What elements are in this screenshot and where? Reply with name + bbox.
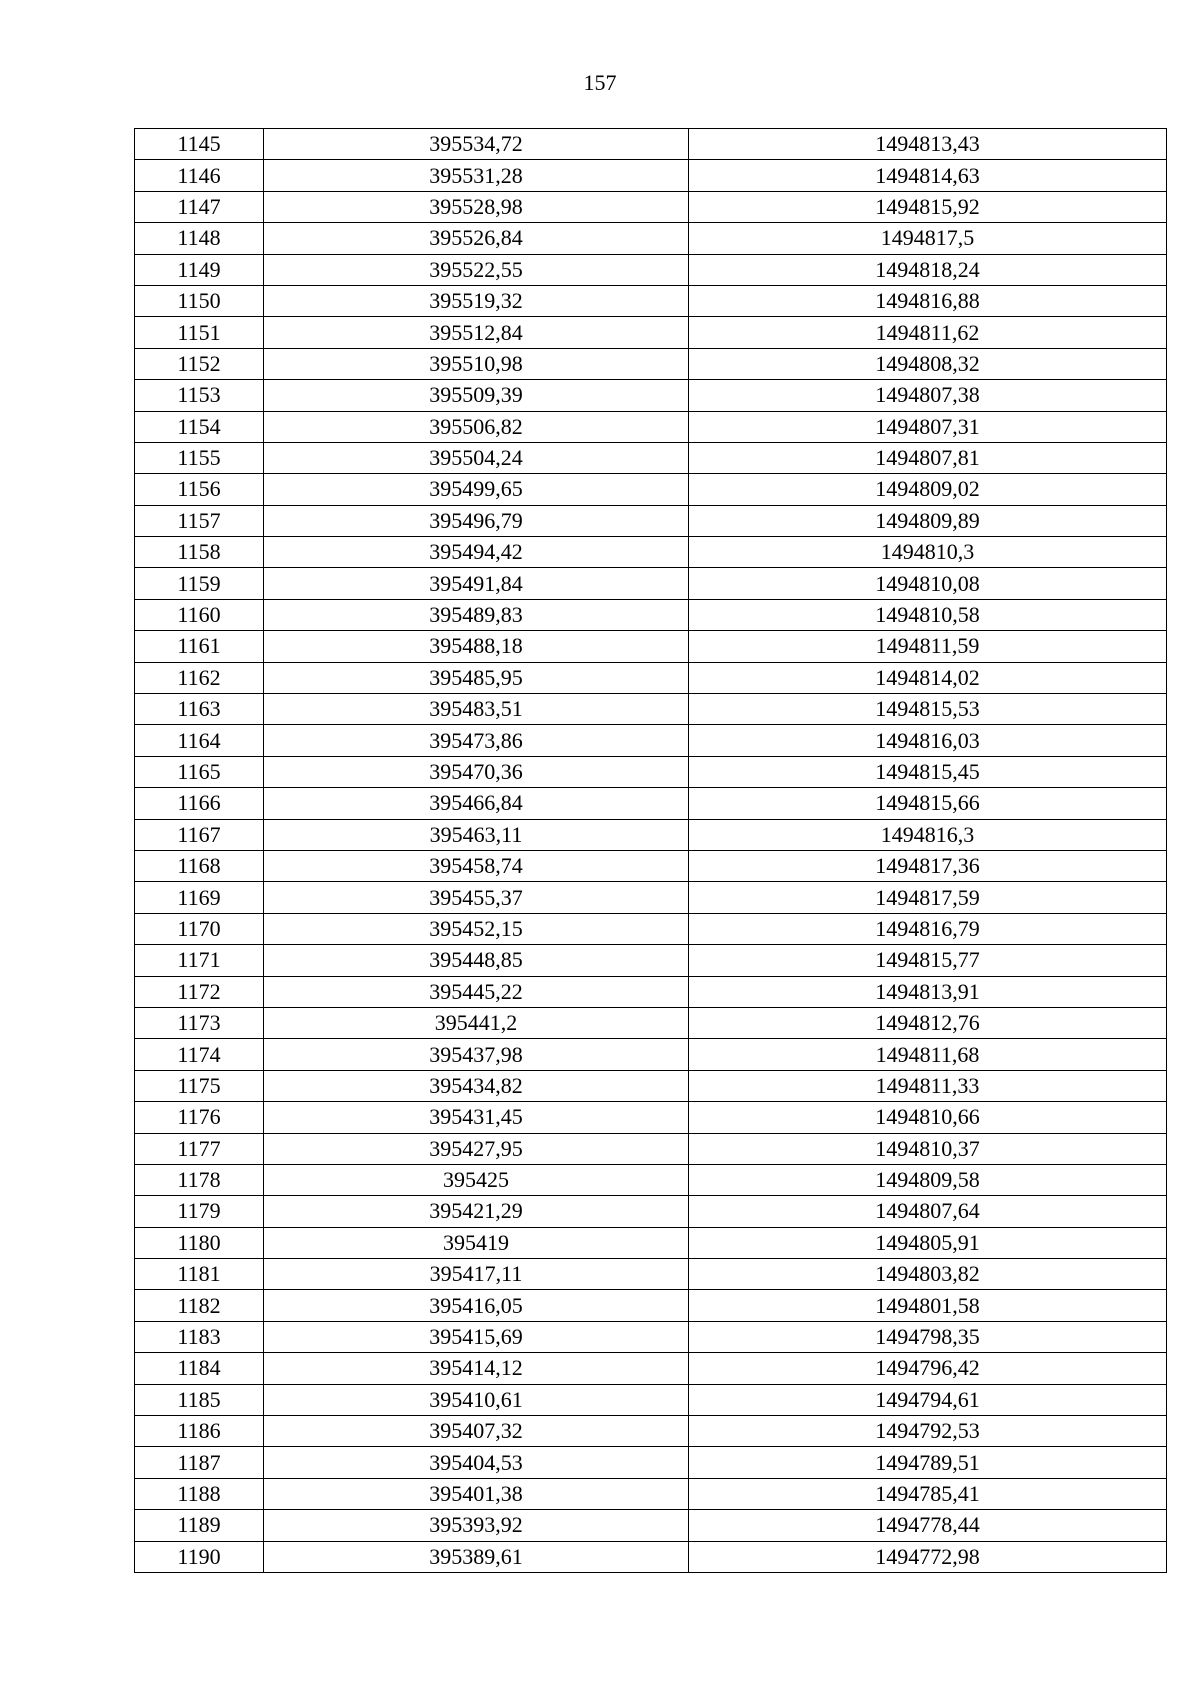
point-number-cell: 1170 <box>135 913 264 944</box>
point-number-cell: 1167 <box>135 819 264 850</box>
table-row <box>135 1102 1167 1133</box>
x-coordinate-cell: 395494,42 <box>264 537 689 568</box>
y-coordinate-cell: 1494814,63 <box>689 160 1167 191</box>
x-coordinate-cell: 395510,98 <box>264 348 689 379</box>
x-coordinate-cell: 395519,32 <box>264 285 689 316</box>
x-coordinate-cell: 395522,55 <box>264 254 689 285</box>
table-row <box>135 1290 1167 1321</box>
point-number-cell: 1152 <box>135 348 264 379</box>
point-number-cell: 1179 <box>135 1196 264 1227</box>
x-coordinate-cell: 395512,84 <box>264 317 689 348</box>
table-row <box>135 568 1167 599</box>
x-coordinate-cell: 395437,98 <box>264 1039 689 1070</box>
table-row <box>135 1007 1167 1038</box>
x-coordinate-cell: 395452,15 <box>264 913 689 944</box>
point-number-cell: 1164 <box>135 725 264 756</box>
y-coordinate-cell: 1494815,45 <box>689 756 1167 787</box>
point-number-cell: 1145 <box>135 129 264 160</box>
y-coordinate-cell: 1494810,37 <box>689 1133 1167 1164</box>
x-coordinate-cell: 395458,74 <box>264 850 689 881</box>
y-coordinate-cell: 1494817,5 <box>689 223 1167 254</box>
y-coordinate-cell: 1494785,41 <box>689 1478 1167 1509</box>
x-coordinate-cell: 395417,11 <box>264 1259 689 1290</box>
table-row <box>135 756 1167 787</box>
y-coordinate-cell: 1494813,43 <box>689 129 1167 160</box>
x-coordinate-cell: 395407,32 <box>264 1416 689 1447</box>
y-coordinate-cell: 1494809,89 <box>689 505 1167 536</box>
table-row <box>135 945 1167 976</box>
y-coordinate-cell: 1494789,51 <box>689 1447 1167 1478</box>
point-number-cell: 1171 <box>135 945 264 976</box>
point-number-cell: 1190 <box>135 1541 264 1572</box>
point-number-cell: 1148 <box>135 223 264 254</box>
point-number-cell: 1183 <box>135 1321 264 1352</box>
table-row <box>135 1321 1167 1352</box>
point-number-cell: 1177 <box>135 1133 264 1164</box>
point-number-cell: 1165 <box>135 756 264 787</box>
y-coordinate-cell: 1494817,36 <box>689 850 1167 881</box>
y-coordinate-cell: 1494803,82 <box>689 1259 1167 1290</box>
point-number-cell: 1150 <box>135 285 264 316</box>
table-row <box>135 913 1167 944</box>
x-coordinate-cell: 395427,95 <box>264 1133 689 1164</box>
x-coordinate-cell: 395488,18 <box>264 631 689 662</box>
x-coordinate-cell: 395526,84 <box>264 223 689 254</box>
table-row <box>135 129 1167 160</box>
table-row <box>135 788 1167 819</box>
y-coordinate-cell: 1494809,02 <box>689 474 1167 505</box>
y-coordinate-cell: 1494796,42 <box>689 1353 1167 1384</box>
table-row <box>135 976 1167 1007</box>
table-row <box>135 348 1167 379</box>
y-coordinate-cell: 1494815,66 <box>689 788 1167 819</box>
point-number-cell: 1151 <box>135 317 264 348</box>
x-coordinate-cell: 395415,69 <box>264 1321 689 1352</box>
x-coordinate-cell: 395416,05 <box>264 1290 689 1321</box>
point-number-cell: 1163 <box>135 694 264 725</box>
point-number-cell: 1186 <box>135 1416 264 1447</box>
point-number-cell: 1158 <box>135 537 264 568</box>
x-coordinate-cell: 395483,51 <box>264 694 689 725</box>
point-number-cell: 1162 <box>135 662 264 693</box>
point-number-cell: 1185 <box>135 1384 264 1415</box>
y-coordinate-cell: 1494792,53 <box>689 1416 1167 1447</box>
y-coordinate-cell: 1494772,98 <box>689 1541 1167 1572</box>
point-number-cell: 1184 <box>135 1353 264 1384</box>
table-row <box>135 1447 1167 1478</box>
x-coordinate-cell: 395421,29 <box>264 1196 689 1227</box>
point-number-cell: 1157 <box>135 505 264 536</box>
x-coordinate-cell: 395389,61 <box>264 1541 689 1572</box>
table-row <box>135 1227 1167 1258</box>
y-coordinate-cell: 1494801,58 <box>689 1290 1167 1321</box>
x-coordinate-cell: 395528,98 <box>264 191 689 222</box>
table-row <box>135 1384 1167 1415</box>
point-number-cell: 1180 <box>135 1227 264 1258</box>
table-row <box>135 882 1167 913</box>
point-number-cell: 1189 <box>135 1510 264 1541</box>
x-coordinate-cell: 395434,82 <box>264 1070 689 1101</box>
y-coordinate-cell: 1494816,88 <box>689 285 1167 316</box>
table-row <box>135 1196 1167 1227</box>
table-row <box>135 1510 1167 1541</box>
point-number-cell: 1175 <box>135 1070 264 1101</box>
table-row <box>135 1353 1167 1384</box>
x-coordinate-cell: 395534,72 <box>264 129 689 160</box>
x-coordinate-cell: 395419 <box>264 1227 689 1258</box>
y-coordinate-cell: 1494815,53 <box>689 694 1167 725</box>
y-coordinate-cell: 1494810,3 <box>689 537 1167 568</box>
y-coordinate-cell: 1494810,66 <box>689 1102 1167 1133</box>
y-coordinate-cell: 1494809,58 <box>689 1164 1167 1195</box>
y-coordinate-cell: 1494807,38 <box>689 380 1167 411</box>
y-coordinate-cell: 1494810,08 <box>689 568 1167 599</box>
point-number-cell: 1149 <box>135 254 264 285</box>
point-number-cell: 1178 <box>135 1164 264 1195</box>
y-coordinate-cell: 1494810,58 <box>689 599 1167 630</box>
point-number-cell: 1154 <box>135 411 264 442</box>
x-coordinate-cell: 395463,11 <box>264 819 689 850</box>
point-number-cell: 1147 <box>135 191 264 222</box>
table-row <box>135 1133 1167 1164</box>
table-row <box>135 1070 1167 1101</box>
table-row <box>135 160 1167 191</box>
table-row <box>135 599 1167 630</box>
table-row <box>135 631 1167 662</box>
y-coordinate-cell: 1494778,44 <box>689 1510 1167 1541</box>
table-row <box>135 1416 1167 1447</box>
x-coordinate-cell: 395470,36 <box>264 756 689 787</box>
x-coordinate-cell: 395509,39 <box>264 380 689 411</box>
table-row <box>135 819 1167 850</box>
x-coordinate-cell: 395531,28 <box>264 160 689 191</box>
y-coordinate-cell: 1494817,59 <box>689 882 1167 913</box>
y-coordinate-cell: 1494818,24 <box>689 254 1167 285</box>
x-coordinate-cell: 395499,65 <box>264 474 689 505</box>
y-coordinate-cell: 1494816,3 <box>689 819 1167 850</box>
y-coordinate-cell: 1494811,62 <box>689 317 1167 348</box>
y-coordinate-cell: 1494816,79 <box>689 913 1167 944</box>
x-coordinate-cell: 395504,24 <box>264 442 689 473</box>
y-coordinate-cell: 1494811,33 <box>689 1070 1167 1101</box>
table-row <box>135 1164 1167 1195</box>
table-row <box>135 1259 1167 1290</box>
x-coordinate-cell: 395455,37 <box>264 882 689 913</box>
point-number-cell: 1176 <box>135 1102 264 1133</box>
table-row <box>135 725 1167 756</box>
table-row <box>135 662 1167 693</box>
table-row <box>135 411 1167 442</box>
point-number-cell: 1187 <box>135 1447 264 1478</box>
y-coordinate-cell: 1494815,77 <box>689 945 1167 976</box>
x-coordinate-cell: 395393,92 <box>264 1510 689 1541</box>
point-number-cell: 1172 <box>135 976 264 1007</box>
point-number-cell: 1159 <box>135 568 264 599</box>
x-coordinate-cell: 395414,12 <box>264 1353 689 1384</box>
y-coordinate-cell: 1494807,31 <box>689 411 1167 442</box>
x-coordinate-cell: 395506,82 <box>264 411 689 442</box>
point-number-cell: 1173 <box>135 1007 264 1038</box>
point-number-cell: 1166 <box>135 788 264 819</box>
x-coordinate-cell: 395491,84 <box>264 568 689 599</box>
table-row <box>135 254 1167 285</box>
y-coordinate-cell: 1494814,02 <box>689 662 1167 693</box>
point-number-cell: 1161 <box>135 631 264 662</box>
table-row <box>135 1541 1167 1572</box>
x-coordinate-cell: 395404,53 <box>264 1447 689 1478</box>
y-coordinate-cell: 1494798,35 <box>689 1321 1167 1352</box>
table-row <box>135 694 1167 725</box>
x-coordinate-cell: 395441,2 <box>264 1007 689 1038</box>
point-number-cell: 1188 <box>135 1478 264 1509</box>
y-coordinate-cell: 1494812,76 <box>689 1007 1167 1038</box>
point-number-cell: 1160 <box>135 599 264 630</box>
x-coordinate-cell: 395473,86 <box>264 725 689 756</box>
table-body <box>135 129 1167 1573</box>
y-coordinate-cell: 1494816,03 <box>689 725 1167 756</box>
point-number-cell: 1146 <box>135 160 264 191</box>
table-row <box>135 1039 1167 1070</box>
x-coordinate-cell: 395496,79 <box>264 505 689 536</box>
x-coordinate-cell: 395466,84 <box>264 788 689 819</box>
table-row <box>135 1478 1167 1509</box>
table-row <box>135 505 1167 536</box>
table-row <box>135 285 1167 316</box>
y-coordinate-cell: 1494815,92 <box>689 191 1167 222</box>
x-coordinate-cell: 395448,85 <box>264 945 689 976</box>
y-coordinate-cell: 1494811,59 <box>689 631 1167 662</box>
table-row <box>135 442 1167 473</box>
x-coordinate-cell: 395401,38 <box>264 1478 689 1509</box>
y-coordinate-cell: 1494808,32 <box>689 348 1167 379</box>
point-number-cell: 1182 <box>135 1290 264 1321</box>
x-coordinate-cell: 395431,45 <box>264 1102 689 1133</box>
x-coordinate-cell: 395410,61 <box>264 1384 689 1415</box>
point-number-cell: 1155 <box>135 442 264 473</box>
coordinates-table <box>134 128 1167 1573</box>
point-number-cell: 1153 <box>135 380 264 411</box>
table-row <box>135 850 1167 881</box>
y-coordinate-cell: 1494813,91 <box>689 976 1167 1007</box>
table-row <box>135 317 1167 348</box>
y-coordinate-cell: 1494794,61 <box>689 1384 1167 1415</box>
page-number: 157 <box>583 70 617 95</box>
table-row <box>135 474 1167 505</box>
y-coordinate-cell: 1494807,64 <box>689 1196 1167 1227</box>
table-row <box>135 223 1167 254</box>
table-row <box>135 191 1167 222</box>
x-coordinate-cell: 395489,83 <box>264 599 689 630</box>
x-coordinate-cell: 395425 <box>264 1164 689 1195</box>
point-number-cell: 1168 <box>135 850 264 881</box>
point-number-cell: 1181 <box>135 1259 264 1290</box>
table-row <box>135 380 1167 411</box>
y-coordinate-cell: 1494805,91 <box>689 1227 1167 1258</box>
point-number-cell: 1156 <box>135 474 264 505</box>
table-row <box>135 537 1167 568</box>
y-coordinate-cell: 1494807,81 <box>689 442 1167 473</box>
point-number-cell: 1169 <box>135 882 264 913</box>
point-number-cell: 1174 <box>135 1039 264 1070</box>
x-coordinate-cell: 395485,95 <box>264 662 689 693</box>
y-coordinate-cell: 1494811,68 <box>689 1039 1167 1070</box>
x-coordinate-cell: 395445,22 <box>264 976 689 1007</box>
